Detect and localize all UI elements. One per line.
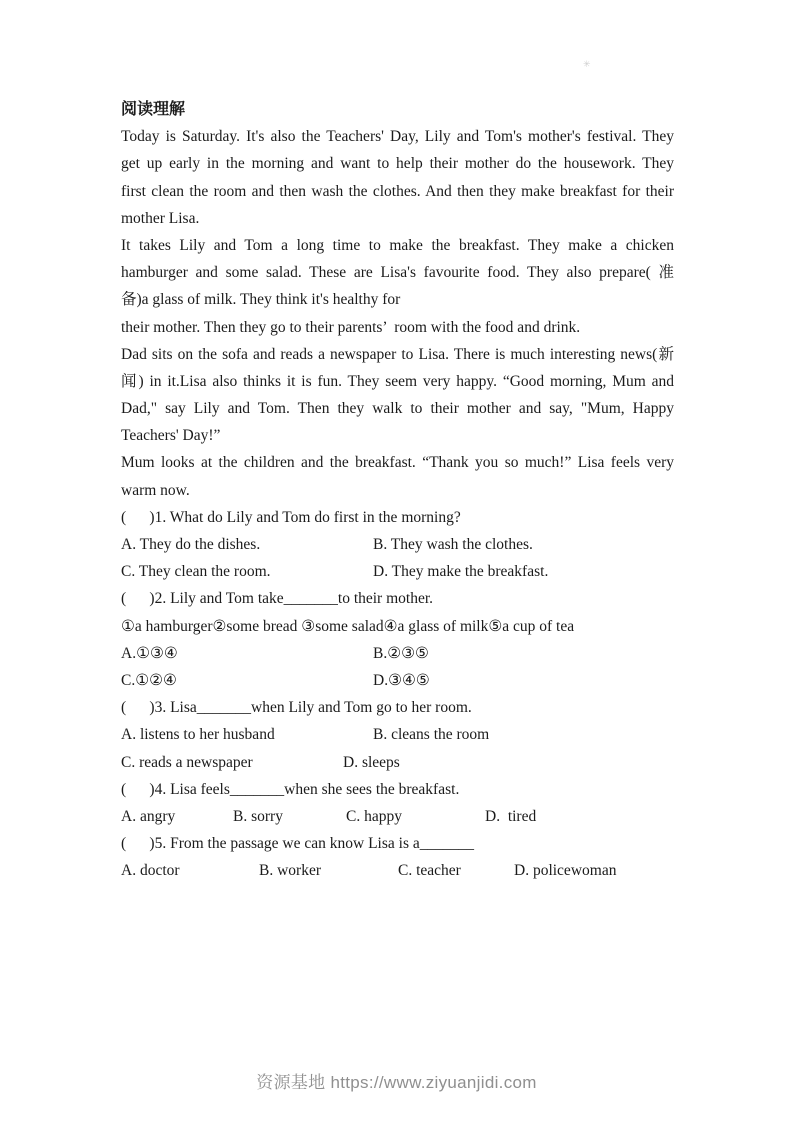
option-c: C. teacher [398, 862, 461, 880]
option-d: D. They make the breakfast. [373, 563, 549, 581]
option-b: B.②③⑤ [373, 644, 429, 662]
passage-line: Today is Saturday. It's also the Teachers' Day, Lily and Tom's mother's festival. They [121, 128, 674, 146]
passage-line: It takes Lily and Tom a long time to make the breakfast. They make a chicken [121, 236, 674, 254]
passage-line: get up early in the morning and want to help their mother do the housework. They [121, 155, 674, 173]
option-d: D.③④⑤ [373, 671, 430, 689]
passage-line: Dad sits on the sofa and reads a newspaper to Lisa. There is much interesting news(新 [121, 345, 674, 363]
option-a: A. They do the dishes. [121, 536, 261, 553]
option-b: B. They wash the clothes. [373, 536, 533, 553]
question-1-options-row-1 [121, 531, 674, 558]
passage-line: warm now. [121, 481, 190, 499]
option-b: B. sorry [233, 807, 283, 825]
question-4-stem: ( )4. Lisa feels_______when she sees the breakfast. [121, 780, 460, 798]
footer-credit: 资源基地 https://www.ziyuanjidi.com [256, 1073, 537, 1092]
passage-line: Dad," say Lily and Tom. Then they walk to their mother and say, "Mum, Happy [121, 400, 674, 418]
option-c: C.①②④ [121, 671, 177, 689]
question-2-items: ①a hamburger②some bread ③some salad④a glass of milk⑤a cup of tea [121, 617, 575, 635]
passage-line: Mum looks at the children and the breakfast. “Thank you so much!” Lisa feels very [121, 454, 674, 472]
option-a: A. doctor [121, 862, 180, 880]
option-b: B. worker [259, 862, 321, 880]
option-c: C. happy [346, 807, 402, 825]
passage-line: their mother. Then they go to their parents’ room with the food and drink. [121, 318, 581, 336]
option-d: D. tired [485, 807, 537, 825]
question-3-options-row-2 [121, 749, 674, 776]
question-3-stem: ( )3. Lisa_______when Lily and Tom go to her room. [121, 699, 472, 717]
passage-line: 闻) in it.Lisa also thinks it is fun. They seem very happy. “Good morning, Mum and [121, 372, 674, 390]
option-c: C. reads a newspaper [121, 753, 253, 771]
option-a: A. listens to her husband [121, 726, 275, 744]
option-d: D. sleeps [343, 753, 400, 771]
page-title: 阅读理解 [121, 101, 186, 118]
question-5-options-row [121, 857, 674, 884]
question-4-options-row [121, 803, 674, 830]
question-2-stem: ( )2. Lily and Tom take_______to their mother. [121, 590, 434, 608]
worksheet-content [121, 96, 674, 884]
question-5-stem: ( )5. From the passage we can know Lisa is a_______ [121, 835, 474, 853]
option-a: A. angry [121, 807, 176, 825]
question-2-options-row-2 [121, 667, 674, 694]
question-1-stem: ( )1. What do Lily and Tom do first in the morning? [121, 508, 461, 526]
passage-line: mother Lisa. [121, 209, 200, 227]
passage-line: 备)a glass of milk. They think it's healthy for [121, 291, 401, 309]
option-b: B. cleans the room [373, 726, 490, 744]
option-a: A.①③④ [121, 644, 178, 662]
passage-line: Teachers' Day!” [121, 427, 221, 445]
faint-asterisk-icon: ✳ [583, 59, 591, 69]
passage-line: first clean the room and then wash the clothes. And then they make breakfast for their [121, 182, 674, 200]
passage-line: hamburger and some salad. These are Lisa's favourite food. They also prepare( 准 [121, 264, 674, 282]
question-1-options-row-2 [121, 558, 674, 585]
option-d: D. policewoman [514, 862, 617, 880]
option-c: C. They clean the room. [121, 563, 271, 581]
question-3-options-row-1 [121, 721, 674, 748]
question-2-options-row-1 [121, 640, 674, 667]
